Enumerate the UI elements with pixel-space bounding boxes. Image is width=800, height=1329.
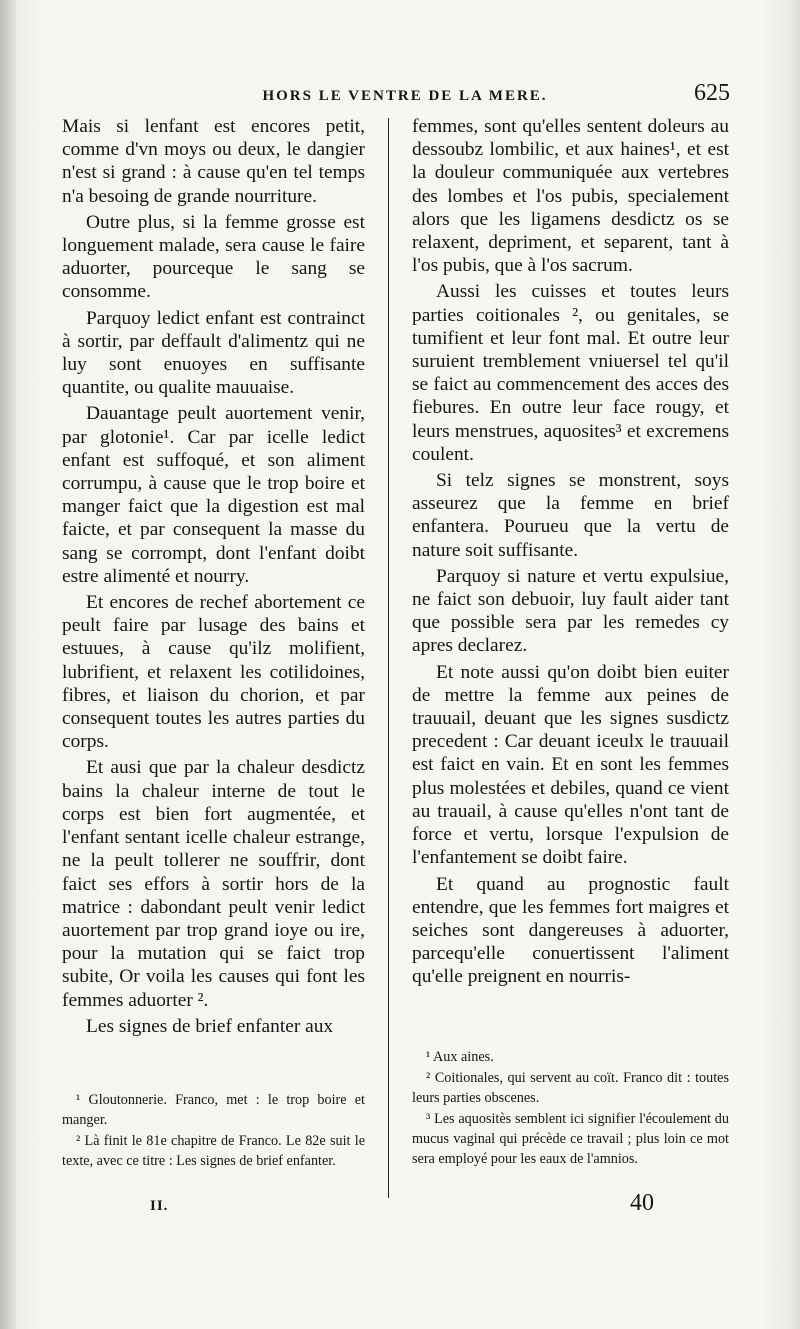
paragraph: femmes, sont qu'elles sentent doleurs au dessoubz lombilic, et aux haines¹, et est la douleur communiquée aux vertebres des lombes et l'os pubis, specialement alors que les ligamens desdictz os se relaxent, depriment, et separent, tant à l'os pubis, que à l'os sacrum. <box>412 116 729 277</box>
footnote: ² Coitionales, qui servent au coït. Franco dit : toutes leurs parties obscenes. <box>412 1070 729 1106</box>
footnote: ³ Les aquositès semblent ici signifier l'écoulement du mucus vaginal qui précède ce travail ; plus loin ce mot sera employé pour les eaux de l'amnios. <box>412 1111 729 1167</box>
paragraph: Aussi les cuisses et toutes leurs parties coitionales ², ou genitales, se tumifient et leur font mal. Et outre leur suruient tremblement vniuersel tel qu'il se faict au commencement des acces des fiebures. En outre leur face rougy, et leurs menstrues, aquosites³ et excremens coulent. <box>412 281 729 465</box>
page-number: 625 <box>694 80 730 106</box>
footnotes-left <box>62 1090 365 1172</box>
paragraph: Parquoy ledict enfant est contrainct à sortir, par deffault d'alimentz qui ne luy sont enuoyes en suffisante quantite, ou qualite mauuaise. <box>62 307 365 399</box>
footnotes-right <box>412 1047 729 1170</box>
running-header: HORS LE VENTRE DE LA MERE. <box>262 88 548 104</box>
paragraph: Et quand au prognostic fault entendre, que les femmes fort maigres et seiches sont dangereuses à aduorter, parcequ'elle conuertissent l'aliment qu'elle preignent en nourris- <box>412 873 729 988</box>
paragraph: Mais si lenfant est encores petit, comme d'vn moys ou deux, le dangier n'est si grand : à cause qu'en tel temps n'a besoing de grande nourriture. <box>62 116 365 207</box>
footnote: ¹ Gloutonnerie. Franco, met : le trop boire et manger. <box>62 1092 365 1128</box>
left-column <box>62 115 365 1038</box>
paragraph: Outre plus, si la femme grosse est longuement malade, sera cause le faire aduorter, pourceque le sang se consomme. <box>62 211 365 303</box>
paragraph: Si telz signes se monstrent, soys asseurez que la femme en brief enfantera. Pourueu que la vertu de nature soit suffisante. <box>412 470 729 561</box>
paragraph: Et ausi que par la chaleur desdictz bains la chaleur interne de tout le corps est bien fort augmentée, et l'enfant sentant icelle chaleur estrange, ne la peult tollerer ne souffrir, dont faict ses effors à sortir hors de la matrice : dabondant peult venir ledict auortement par trop grand ioye ou ire, pour la mutation qui se faict trop subite, Or voila les causes qui font les femmes aduorter ². <box>62 757 365 1011</box>
footnote: ² Là finit le 81e chapitre de Franco. Le 82e suit le texte, avec ce titre : Les signes de brief enfanter. <box>62 1133 365 1169</box>
folio-number: 40 <box>630 1190 654 1216</box>
signature-mark: II. <box>150 1198 169 1214</box>
column-divider <box>388 118 389 1198</box>
paragraph: Les signes de brief enfanter aux <box>86 1015 334 1037</box>
page-edge-shadow <box>0 0 16 1329</box>
paragraph: Parquoy si nature et vertu expulsiue, ne faict son debuoir, luy fault aider tant que possible sera par les remedes cy apres declarez. <box>412 565 729 657</box>
paragraph: Dauantage peult auortement venir, par glotonie¹. Car par icelle ledict enfant est suffoqué, et son aliment corrumpu, à cause que le trop boire et manger faict que la digestion est mal faicte, et par consequent la masse du sang se corrompt, dont l'enfant doibt estre alimenté et nourry. <box>62 403 365 587</box>
right-column <box>412 115 729 989</box>
paragraph: Et note aussi qu'on doibt bien euiter de mettre la femme aux peines de trauuail, deuant que les signes susdictz precedent : Car deuant iceulx le trauuail est faict en vain. Et en sont les femmes plus molestées et debiles, quand ce vient au trauail, à cause qu'elles n'ont tant de force et vertu, lorsque l'expulsion de l'enfantement se doibt faire. <box>412 661 729 869</box>
footnote: ¹ Aux aines. <box>426 1049 494 1065</box>
paragraph: Et encores de rechef abortement ce peult faire par lusage des bains et estuues, à cause qu'ilz molifient, lubrifient, et relaxent les cotilidoines, fibres, et liaison du chorion, et par consequent toutes les autres parties du corps. <box>62 592 365 753</box>
